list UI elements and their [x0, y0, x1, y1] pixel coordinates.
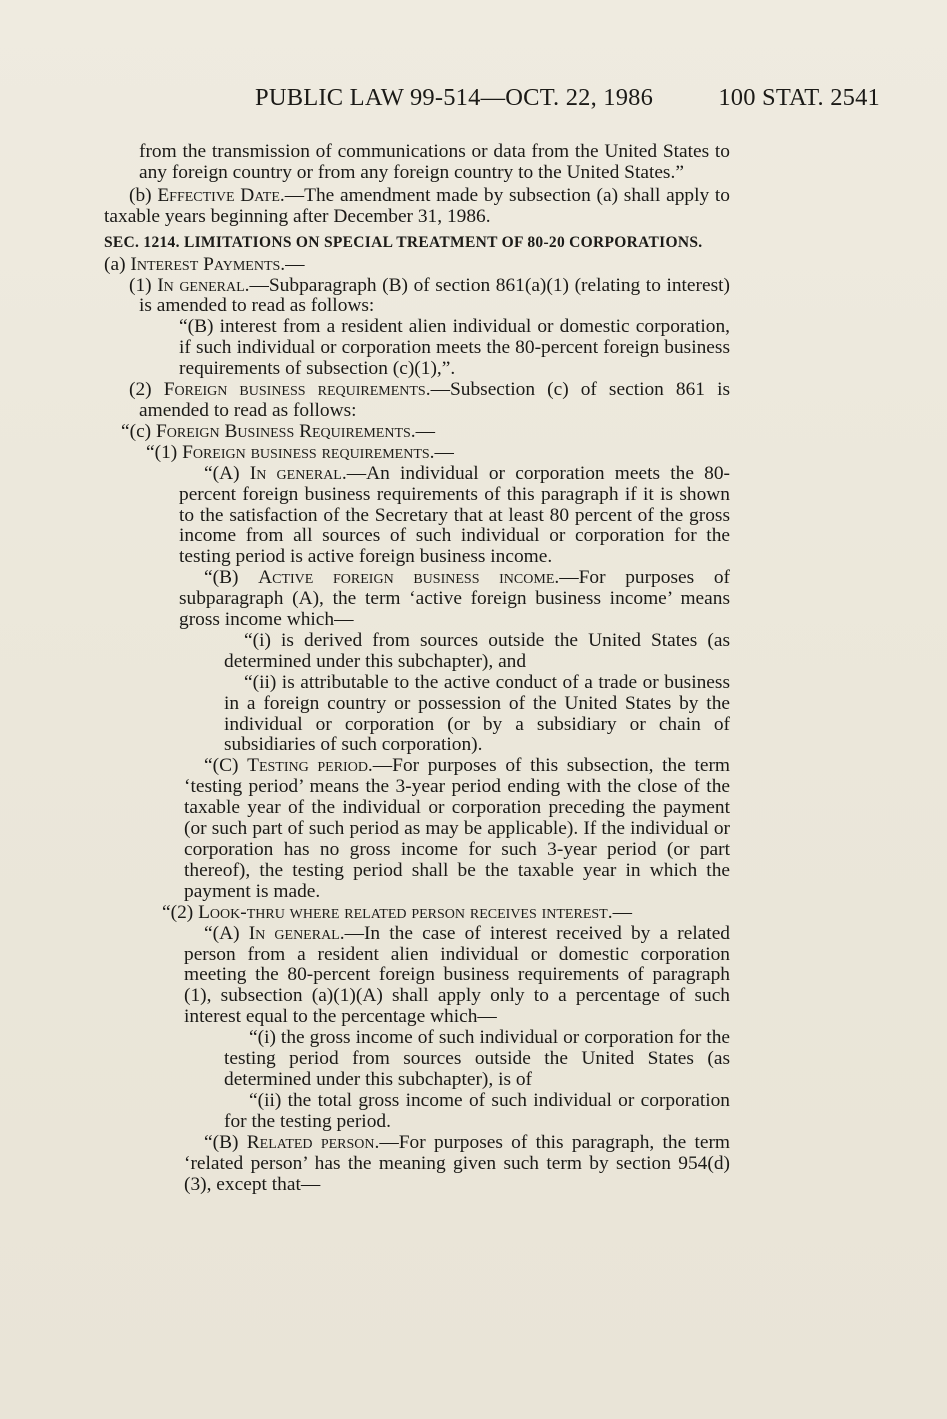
quoted-subparagraph-a-in-general: “(A) In general.—An individual or corporation meets the 80-percent foreign business requirements of this paragraph if it is shown to the satisfaction of the Secretary that at least 80 percent of the gross income from all sources of such individual or corporation for the testing period is active foreign business income. [179, 462, 730, 568]
paragraph-continuation: from the transmission of communications or data from the United States to any foreign country or from any foreign country to the United States.” [139, 141, 730, 183]
quoted-subparagraph-b-active-income: “(B) Active foreign business income.—For purposes of subparagraph (A), the term ‘active foreign business income’ means gross income which— [179, 567, 730, 631]
subsection-b-effective-date: (b) Effective Date.—The amendment made by subsection (a) shall apply to taxable years beginning after December 31, 1986. [104, 184, 730, 227]
quoted-clause-i: “(i) is derived from sources outside the United States (as determined under this subchapter), and [224, 629, 730, 672]
quoted-clause-ii: “(ii) is attributable to the active conduct of a trade or business in a foreign country or possession of the United States by the individual or corporation (or by a subsidiary or chain of subsidiaries of such corporation). [224, 671, 730, 756]
running-head: PUBLIC LAW 99-514—OCT. 22, 1986 [255, 84, 654, 111]
quoted-subsection-c-heading: “(c) Foreign Business Requirements.— [121, 420, 436, 442]
subsection-a-heading: (a) Interest Payments.— [104, 253, 305, 275]
page-header [0, 84, 947, 124]
section-heading: SEC. 1214. LIMITATIONS ON SPECIAL TREATMENT OF 80-20 CORPORATIONS. [104, 233, 703, 251]
paragraph-2-foreign-business: (2) Foreign business requirements.—Subsection (c) of section 861 is amended to read as follows: [129, 379, 730, 421]
paragraph-1-in-general: (1) In general.—Subparagraph (B) of section 861(a)(1) (relating to interest) is amended to read as follows: [129, 274, 730, 317]
quoted-clause-i-gross-income: “(i) the gross income of such individual or corporation for the testing period from sources outside the United States (as determined under this subchapter), is of [224, 1027, 730, 1090]
quoted-paragraph-2-heading: “(2) Look-thru where related person receives interest.— [162, 901, 632, 923]
quoted-subparagraph-b-related-person: “(B) Related person.—For purposes of this paragraph, the term ‘related person’ has the meaning given such term by section 954(d)(3), except that— [184, 1131, 731, 1195]
quoted-subparagraph-c-testing-period: “(C) Testing period.—For purposes of this subsection, the term ‘testing period’ means the 3-year period ending with the close of the taxable year of the individual or corporation preceding the payment (or such part of such period as may be applicable). If the individual or corporation has no gross income for such 3-year period (or part thereof), the testing period shall be the taxable year in which the payment is made. [184, 755, 731, 902]
statute-body [104, 142, 730, 1195]
quoted-subparagraph-b: “(B) interest from a resident alien individual or domestic corporation, if such individual or corporation meets the 80-percent foreign business requirements of subsection (c)(1),”. [179, 316, 730, 380]
page-number: 100 STAT. 2541 [718, 84, 880, 111]
quoted-paragraph-1-heading: “(1) Foreign business requirements.— [146, 441, 454, 463]
quoted-subparagraph-a-look-thru: “(A) In general.—In the case of interest received by a related person from a resident alien individual or domestic corporation meeting the 80-percent foreign business requirements of paragraph (1), subsection (a)(1)(A) shall apply only to a percentage of such interest equal to the percentage which— [184, 922, 731, 1028]
quoted-clause-ii-total-income: “(ii) the total gross income of such individual or corporation for the testing period. [224, 1089, 730, 1132]
